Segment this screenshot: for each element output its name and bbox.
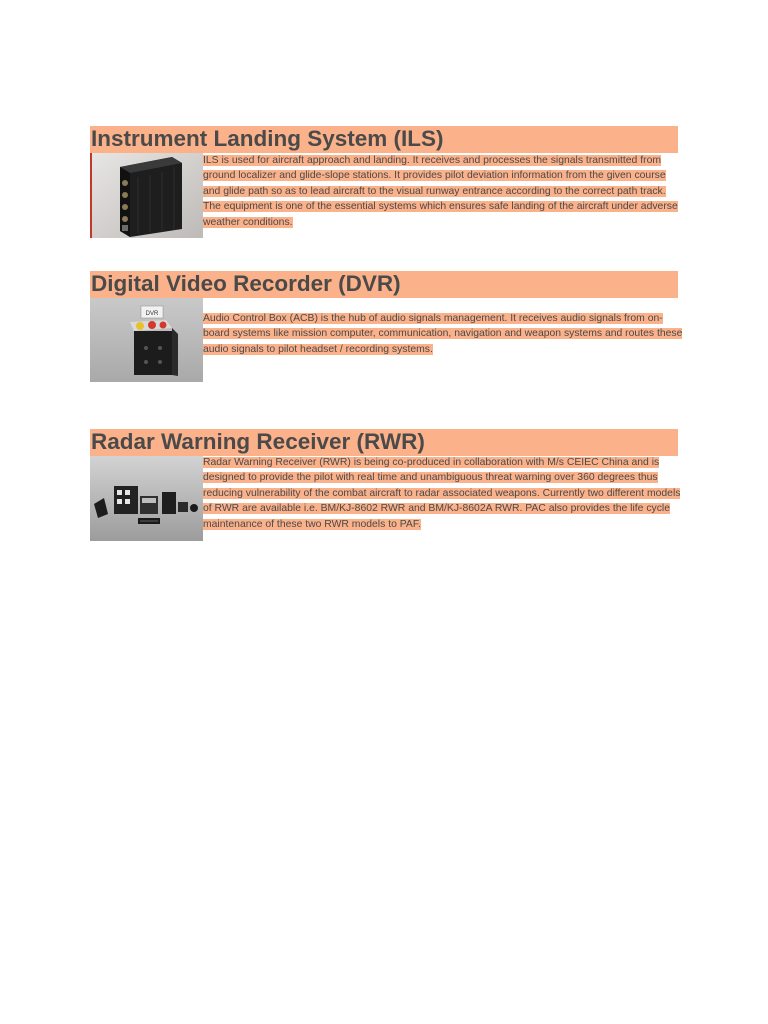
section-description [203, 311, 683, 357]
description-text: Audio Control Box (ACB) is the hub of audio signals management. It receives audio signals from on-board systems like mission computer, communication, navigation and weapon systems and routes these audio signals to pilot headset / recording systems. [203, 313, 683, 355]
section-heading: Radar Warning Receiver (RWR) [90, 429, 678, 456]
section-rwr [90, 429, 681, 530]
section-heading: Digital Video Recorder (DVR) [90, 271, 678, 298]
section-description [203, 153, 683, 230]
description-text: ILS is used for aircraft approach and landing. It receives and processes the signals transmitted from ground localizer and glide-slope stations. It provides pilot deviation information from the given course and glide path so as to lead aircraft to the visual runway entrance according to the correct path track. The equipment is one of the essential systems which ensures safe landing of the aircraft under adverse weather conditions. [203, 155, 678, 228]
section-heading: Instrument Landing System (ILS) [90, 126, 678, 153]
rwr-photo [90, 456, 203, 541]
section-dvr [90, 271, 683, 355]
dvr-photo [90, 298, 203, 382]
dvr-label: DVR [145, 311, 159, 317]
ils-photo [90, 153, 203, 238]
description-text: Radar Warning Receiver (RWR) is being co-produced in collaboration with M/s CEIEC China and is designed to provide the pilot with real time and unambiguous threat warning over 360 degrees thus reducing vulnerability of the combat aircraft to radar associated weapons. Currently two different models of RWR are available i.e. BM/KJ-8602 RWR and BM/KJ-8602A RWR. PAC also provides the life cycle maintenance of these two RWR models to PAF. [203, 457, 681, 530]
section-ils [90, 126, 678, 228]
section-description [203, 455, 683, 532]
